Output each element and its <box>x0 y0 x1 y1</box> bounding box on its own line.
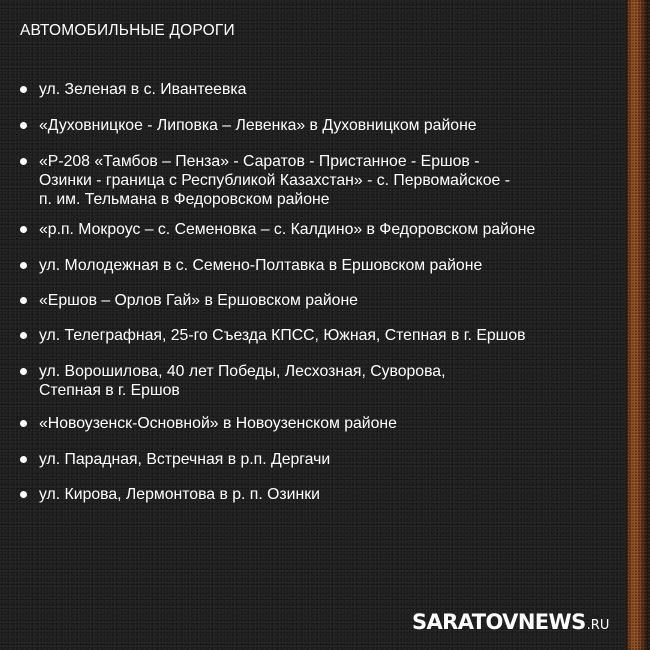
list-item <box>20 450 632 469</box>
bullet-icon <box>20 368 27 375</box>
road-text: ул. Парадная, Встречная в р.п. Дергачи <box>39 451 331 468</box>
logo-domain-suffix: .RU <box>586 618 610 633</box>
list-item <box>20 485 632 504</box>
list-item <box>20 291 632 310</box>
road-text: ул. Молодежная в с. Семено-Полтавка в Ершовском районе <box>39 257 483 274</box>
page-title: АВТОМОБИЛЬНЫЕ ДОРОГИ <box>20 22 235 39</box>
list-item <box>20 152 632 209</box>
road-text: «Ершов – Орлов Гай» в Ершовском районе <box>39 292 358 309</box>
road-text: «Духовницкое - Липовка – Левенка» в Духовницком районе <box>39 117 477 134</box>
bullet-icon <box>20 456 27 463</box>
road-text: ул. Телеграфная, 25-го Съезда КПСС, Южная, Степная в г. Ершов <box>39 327 526 344</box>
list-item <box>20 256 632 275</box>
bullet-icon <box>20 226 27 233</box>
bullet-icon <box>20 332 27 339</box>
road-text: «Новоузенск-Основной» в Новоузенском районе <box>39 415 397 432</box>
road-text: «р.п. Мокроус – с. Семеновка – с. Калдино» в Федоровском районе <box>39 221 536 238</box>
list-item <box>20 80 632 99</box>
bullet-icon <box>20 420 27 427</box>
bullet-icon <box>20 122 27 129</box>
saratovnews-logo <box>412 610 609 638</box>
road-text: ул. Кирова, Лермонтова в р. п. Озинки <box>39 486 320 503</box>
road-text: «Р-208 «Тамбов – Пенза» - Саратов - Пристанное - Ершов - Озинки - граница с Республикой Казахстан» - с. Первомайское - п. им. Тельмана в Федоровском районе <box>39 153 510 208</box>
bullet-icon <box>20 86 27 93</box>
bullet-icon <box>20 262 27 269</box>
bullet-icon <box>20 491 27 498</box>
list-item <box>20 362 632 400</box>
list-item <box>20 326 632 345</box>
road-text: ул. Ворошилова, 40 лет Победы, Лесхозная, Суворова, Степная в г. Ершов <box>39 363 446 399</box>
list-item <box>20 220 632 239</box>
list-item <box>20 414 632 433</box>
logo-main-text: SARATOVNEWS <box>412 610 586 634</box>
road-text: ул. Зеленая в с. Ивантеевка <box>39 81 247 98</box>
bullet-icon <box>20 297 27 304</box>
bullet-icon <box>20 158 27 165</box>
list-item <box>20 116 632 135</box>
